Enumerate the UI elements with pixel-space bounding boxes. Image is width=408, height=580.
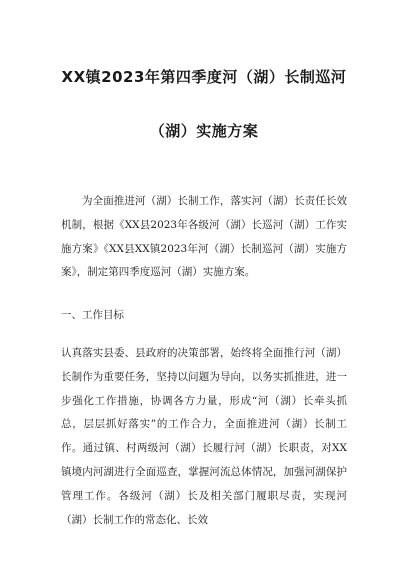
goals-paragraph: 认真落实县委、县政府的决策部署，始终将全面推行河（湖）长制作为重要任务，坚持以问题为导向，以务实抓推进，进一步强化工作措施，协调各方力量，形成“河（湖）长牵头抓总，层层抓好落实”的工作合力，全面推进河（湖）长制工作。通过镇、村两级河（湖）长履行河（湖）长职责，对XX镇境内河湖进行全面巡查，掌握河流总体情况，加强河湖保护管理工作。各级河（湖）长及相关部门履职尽责，实现河（湖）长制工作的常态化、长效 (61, 347, 347, 526)
document-title-line-1: XX镇2023年第四季度河（湖）长制巡河 (61, 68, 347, 86)
intro-paragraph: 为全面推进河（湖）长制工作，落实河（湖）长责任长效机制，根据《XX县2023年各级河（湖）长巡河（湖）工作实施方案》《XX县XX镇2023年河（湖）长制巡河（湖）实施方案》，制定第四季度巡河（湖）实施方案。 (61, 195, 347, 279)
document-title-line-2: （湖）实施方案 (149, 122, 259, 140)
section-heading-goals: 一、工作目标 (61, 309, 124, 321)
